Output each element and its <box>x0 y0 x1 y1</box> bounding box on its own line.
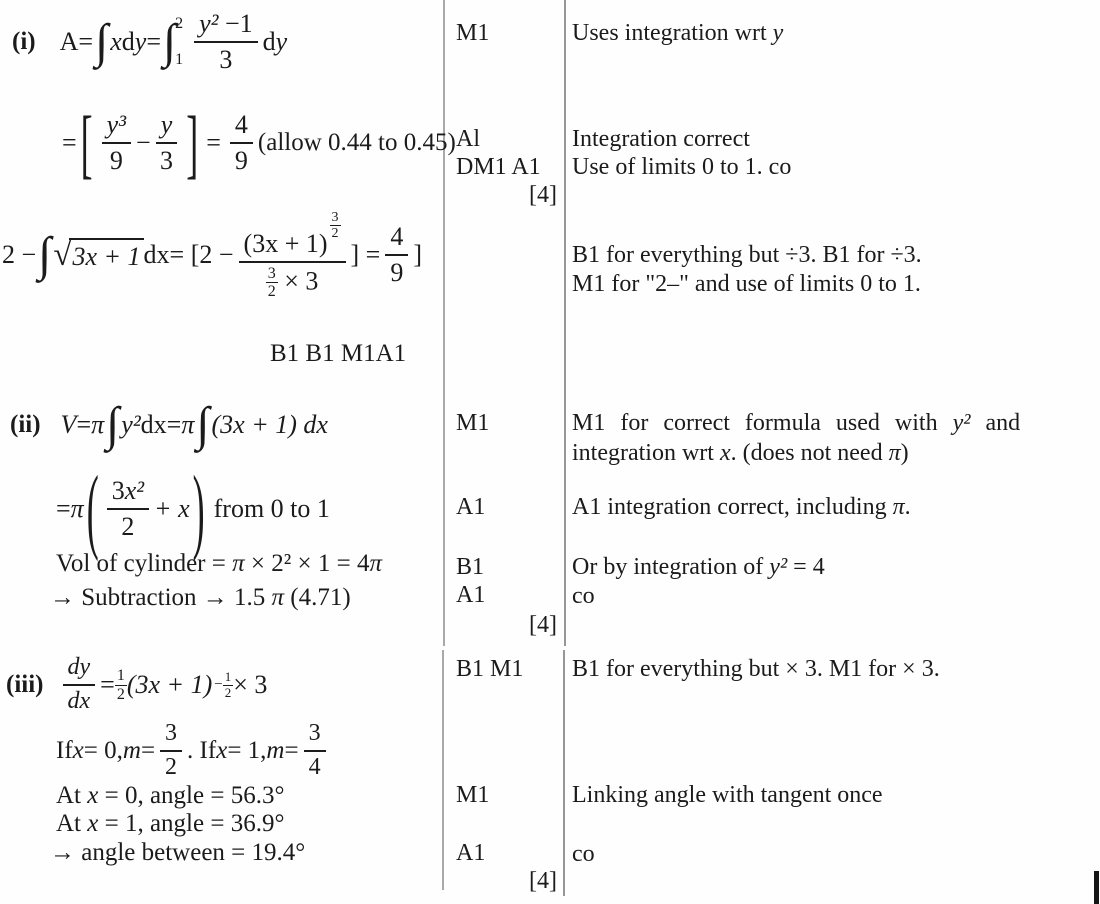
var-x: x <box>87 782 99 809</box>
eq-ii1-dx: dx <box>140 410 167 439</box>
eq-ii2-plus-x: + x <box>154 494 190 523</box>
eq-ii1-pi: π <box>91 410 105 439</box>
var-y2: y² <box>952 410 971 436</box>
fraction-y-over-3 <box>156 110 178 176</box>
comment-a1-integration <box>572 494 911 521</box>
coef-num-1: 1 <box>116 666 125 684</box>
pi-symbol: π <box>232 550 245 577</box>
eq-i1-A: A <box>59 27 79 56</box>
eq-ii2-from-0-to-1: from 0 to 1 <box>213 494 330 523</box>
paren-close: ) <box>192 456 205 562</box>
comment-b1-divide3: B1 for everything but ÷3. B1 for ÷3. <box>572 242 922 268</box>
allow-range-note: (allow 0.44 to 0.45) <box>257 129 456 156</box>
column-divider-right-lower <box>563 650 565 896</box>
frac-den-9: 9 <box>109 146 123 175</box>
frac-den-3: 3 <box>219 45 233 74</box>
working-ii-line1 <box>10 396 328 454</box>
comment-use-of-limits: Use of limits 0 to 1. co <box>572 154 792 180</box>
eq-ii2-pi: π <box>70 494 84 523</box>
eq-i1-eq: = <box>78 27 94 56</box>
eq-iii1-times-3: × 3 <box>233 670 268 699</box>
working-i-line2 <box>62 96 456 190</box>
exponent-three-halves <box>330 209 341 242</box>
iii2-e: = 1, <box>227 737 267 764</box>
comment-text: A1 integration correct, including <box>572 494 893 520</box>
coef-den: 2 <box>267 283 276 301</box>
eq-ii2-eq: = <box>56 494 71 523</box>
bracket-close: ] <box>186 100 199 186</box>
frac-den-2: 2 <box>165 754 178 780</box>
mark-m1-iii: M1 <box>456 782 490 808</box>
exponent-neg-half <box>214 670 233 700</box>
comment-m1-2minus: M1 for "2–" and use of limits 0 to 1. <box>572 271 921 297</box>
comment-text: . <box>904 494 911 520</box>
if-text: If <box>56 737 73 764</box>
frac-den-4: 4 <box>308 754 321 780</box>
var-m: m <box>122 737 141 764</box>
mark-m1-i: M1 <box>456 20 490 46</box>
working-ii-line2 <box>56 456 330 562</box>
column-divider-left-lower <box>442 650 444 890</box>
eq-ii1-y2: y² <box>121 410 141 439</box>
pi-symbol: π <box>892 494 905 520</box>
subtraction-value: (4.71) <box>284 584 351 611</box>
var-x: x <box>719 440 731 466</box>
eq-i2-eq: = <box>62 128 77 157</box>
working-i-line1 <box>12 2 287 82</box>
frac-num-4: 4 <box>385 222 408 256</box>
working-iii-line5 <box>50 839 305 867</box>
var-x: x <box>87 810 99 837</box>
comment-text: Uses integration wrt <box>572 20 773 46</box>
comment-m1-formula-line2 <box>572 440 909 467</box>
comment-text: integration wrt <box>572 440 720 466</box>
exp-den-2: 2 <box>224 684 232 700</box>
var-y: y <box>772 20 784 46</box>
column-divider-right-upper <box>564 0 566 646</box>
working-i-line3 <box>2 192 422 318</box>
eq-i1-x: x <box>110 27 122 56</box>
pi-symbol: π <box>888 440 901 466</box>
frac-den-2: 2 <box>121 512 135 541</box>
mark-a1-ii: A1 <box>456 494 486 520</box>
exp-den: 2 <box>331 226 339 242</box>
frac-den-9: 9 <box>234 146 248 175</box>
cylinder-calc: × 2² × 1 = 4 <box>244 550 370 577</box>
coef-num: 3 <box>267 264 276 282</box>
comment-uses-integration <box>572 20 783 47</box>
working-iii-line4 <box>56 810 284 838</box>
at-text: At <box>56 782 88 809</box>
eq-i1-y: y <box>134 27 147 56</box>
comment-text: and <box>970 410 1021 436</box>
den-times-3: × 3 <box>277 265 319 295</box>
integral-sign-with-limits: ∫ <box>162 14 177 68</box>
cylinder-text: Vol of cylinder = <box>56 550 233 577</box>
working-iii-line3 <box>56 782 284 810</box>
working-ii-line4 <box>50 584 351 612</box>
paren-open: ( <box>86 456 99 562</box>
bracket-open: [ <box>80 100 93 186</box>
comment-b1-times3: B1 for everything but × 3. M1 for × 3. <box>572 656 940 682</box>
integral-sign: ∫ <box>38 227 52 281</box>
eq-i3-mid: = [2 − <box>169 240 234 269</box>
comment-text: ) <box>900 440 909 466</box>
coef-three-halves <box>266 265 278 302</box>
frac-num-y2: y² <box>199 9 219 39</box>
exp-minus: − <box>214 676 223 693</box>
angle-value: = 1, angle = 36.9° <box>98 810 285 837</box>
iii2-f: = <box>284 737 299 764</box>
eq-i1-d2: d <box>262 27 276 56</box>
mark-m1-ii: M1 <box>456 410 490 436</box>
scan-tick-mark <box>1094 871 1099 904</box>
subtraction-text: → Subtraction → 1.5 <box>50 584 272 611</box>
comment-co-iii: co <box>572 841 595 867</box>
comment-m1-formula-line1 <box>572 410 1020 437</box>
working-iii-line2 <box>56 718 331 784</box>
frac-num-4: 4 <box>230 110 253 144</box>
integral-limits <box>175 15 183 69</box>
frac-num-3x-plus-1: (3x + 1) <box>243 228 328 258</box>
pi-symbol: π <box>369 550 382 577</box>
eq-i3-dx: dx <box>143 240 170 269</box>
big-fraction-power <box>239 209 346 302</box>
radical-sign: √ <box>53 236 72 273</box>
eq-i2-eq2: = <box>206 128 221 157</box>
eq-ii1-eq: = <box>76 410 92 439</box>
fraction-dy-over-dx <box>63 654 96 715</box>
at-text: At <box>56 810 88 837</box>
integral-sign: ∫ <box>196 397 210 451</box>
comment-or-by-integration <box>572 554 825 581</box>
fraction-3-over-4 <box>304 720 326 781</box>
mark-a1-i: Al <box>456 126 480 152</box>
exp-num-1: 1 <box>224 668 232 684</box>
working-i-marks-summary: B1 B1 M1A1 <box>270 340 407 367</box>
eq-i3-lead: 2 − <box>2 240 37 269</box>
eq-ii1-pi2: π <box>181 410 195 439</box>
comment-co-ii: co <box>572 583 595 609</box>
comment-linking-angle: Linking angle with tangent once <box>572 782 883 808</box>
iii2-d: . If <box>187 737 217 764</box>
limit-lower: 1 <box>175 51 184 68</box>
fraction-3x2-over-2 <box>107 476 149 542</box>
exp-num: 3 <box>331 209 339 225</box>
eq-iii1-eq: = <box>100 670 115 699</box>
var-m: m <box>266 737 285 764</box>
fraction-3-over-2 <box>160 720 182 781</box>
angle-value: = 0, angle = 56.3° <box>98 782 285 809</box>
fraction-y3-over-9 <box>102 110 131 176</box>
frac-den-9: 9 <box>390 258 404 287</box>
eq-i1-eq2: = <box>146 27 161 56</box>
pi-symbol: π <box>271 584 285 611</box>
fraction-4-over-9 <box>230 110 253 176</box>
frac-den-3: 3 <box>159 146 173 175</box>
comment-text: M1 for correct formula used with <box>572 410 953 436</box>
frac-num-3: 3 <box>304 720 326 752</box>
fraction-y2-minus-1-over-3 <box>194 9 258 75</box>
frac-num-x2: x² <box>124 476 145 506</box>
mark-b1-ii: B1 <box>456 554 485 580</box>
iii2-c: = <box>140 737 156 764</box>
frac-num-y: y <box>156 110 178 144</box>
mark-dm1a1-i: DM1 A1 <box>456 154 541 180</box>
var-x: x <box>72 737 84 764</box>
angle-between-text: → angle between = 19.4° <box>50 839 306 866</box>
eq-i3-close2: ] <box>413 240 423 269</box>
mark-a1b-ii: A1 <box>456 582 486 608</box>
radicand-3x-plus-1: 3x + 1 <box>69 238 143 272</box>
var-y2: y² <box>769 554 788 580</box>
eq-ii1-tail: (3x + 1) dx <box>211 410 328 439</box>
minus-sign: − <box>136 128 151 157</box>
frac-num-dy: dy <box>63 654 96 686</box>
working-iii-line1 <box>6 644 267 726</box>
part-label-iii: (iii) <box>6 671 44 698</box>
limit-upper: 2 <box>175 15 184 32</box>
frac-den-dx: dx <box>67 688 91 714</box>
frac-num-y3: y³ <box>102 110 131 144</box>
fraction-4-over-9-result <box>385 222 408 288</box>
comment-integration-correct: Integration correct <box>572 126 750 152</box>
comment-text: = 4 <box>787 554 825 580</box>
eq-i3-close: ] = <box>350 240 381 269</box>
part-label-i: (i) <box>12 28 36 55</box>
eq-ii1-eq2: = <box>166 410 182 439</box>
working-ii-line3 <box>56 550 382 578</box>
eq-i1-y2: y <box>275 27 288 56</box>
eq-i1-d: d <box>121 27 135 56</box>
integral-sign: ∫ <box>106 397 120 451</box>
comment-text: Or by integration of <box>572 554 770 580</box>
var-x: x <box>216 737 228 764</box>
frac-num-3: 3 <box>111 476 125 506</box>
frac-num-3: 3 <box>160 720 182 752</box>
iii2-b: = 0, <box>83 737 123 764</box>
mark-total-i: [4] <box>529 182 557 208</box>
mark-total-ii: [4] <box>529 612 557 638</box>
comment-text: . (does not need <box>730 440 889 466</box>
part-label-ii: (ii) <box>10 411 41 438</box>
eq-iii1-base: (3x + 1) <box>126 670 213 699</box>
coefficient-half <box>115 667 127 704</box>
eq-ii1-V: V <box>60 410 77 439</box>
integral-sign: ∫ <box>95 14 109 68</box>
mark-b1m1-iii: B1 M1 <box>456 656 524 682</box>
coef-den-2: 2 <box>116 685 125 703</box>
frac-num-rest: −1 <box>218 9 253 39</box>
mark-a1-iii: A1 <box>456 840 486 866</box>
mark-total-iii: [4] <box>529 868 557 894</box>
